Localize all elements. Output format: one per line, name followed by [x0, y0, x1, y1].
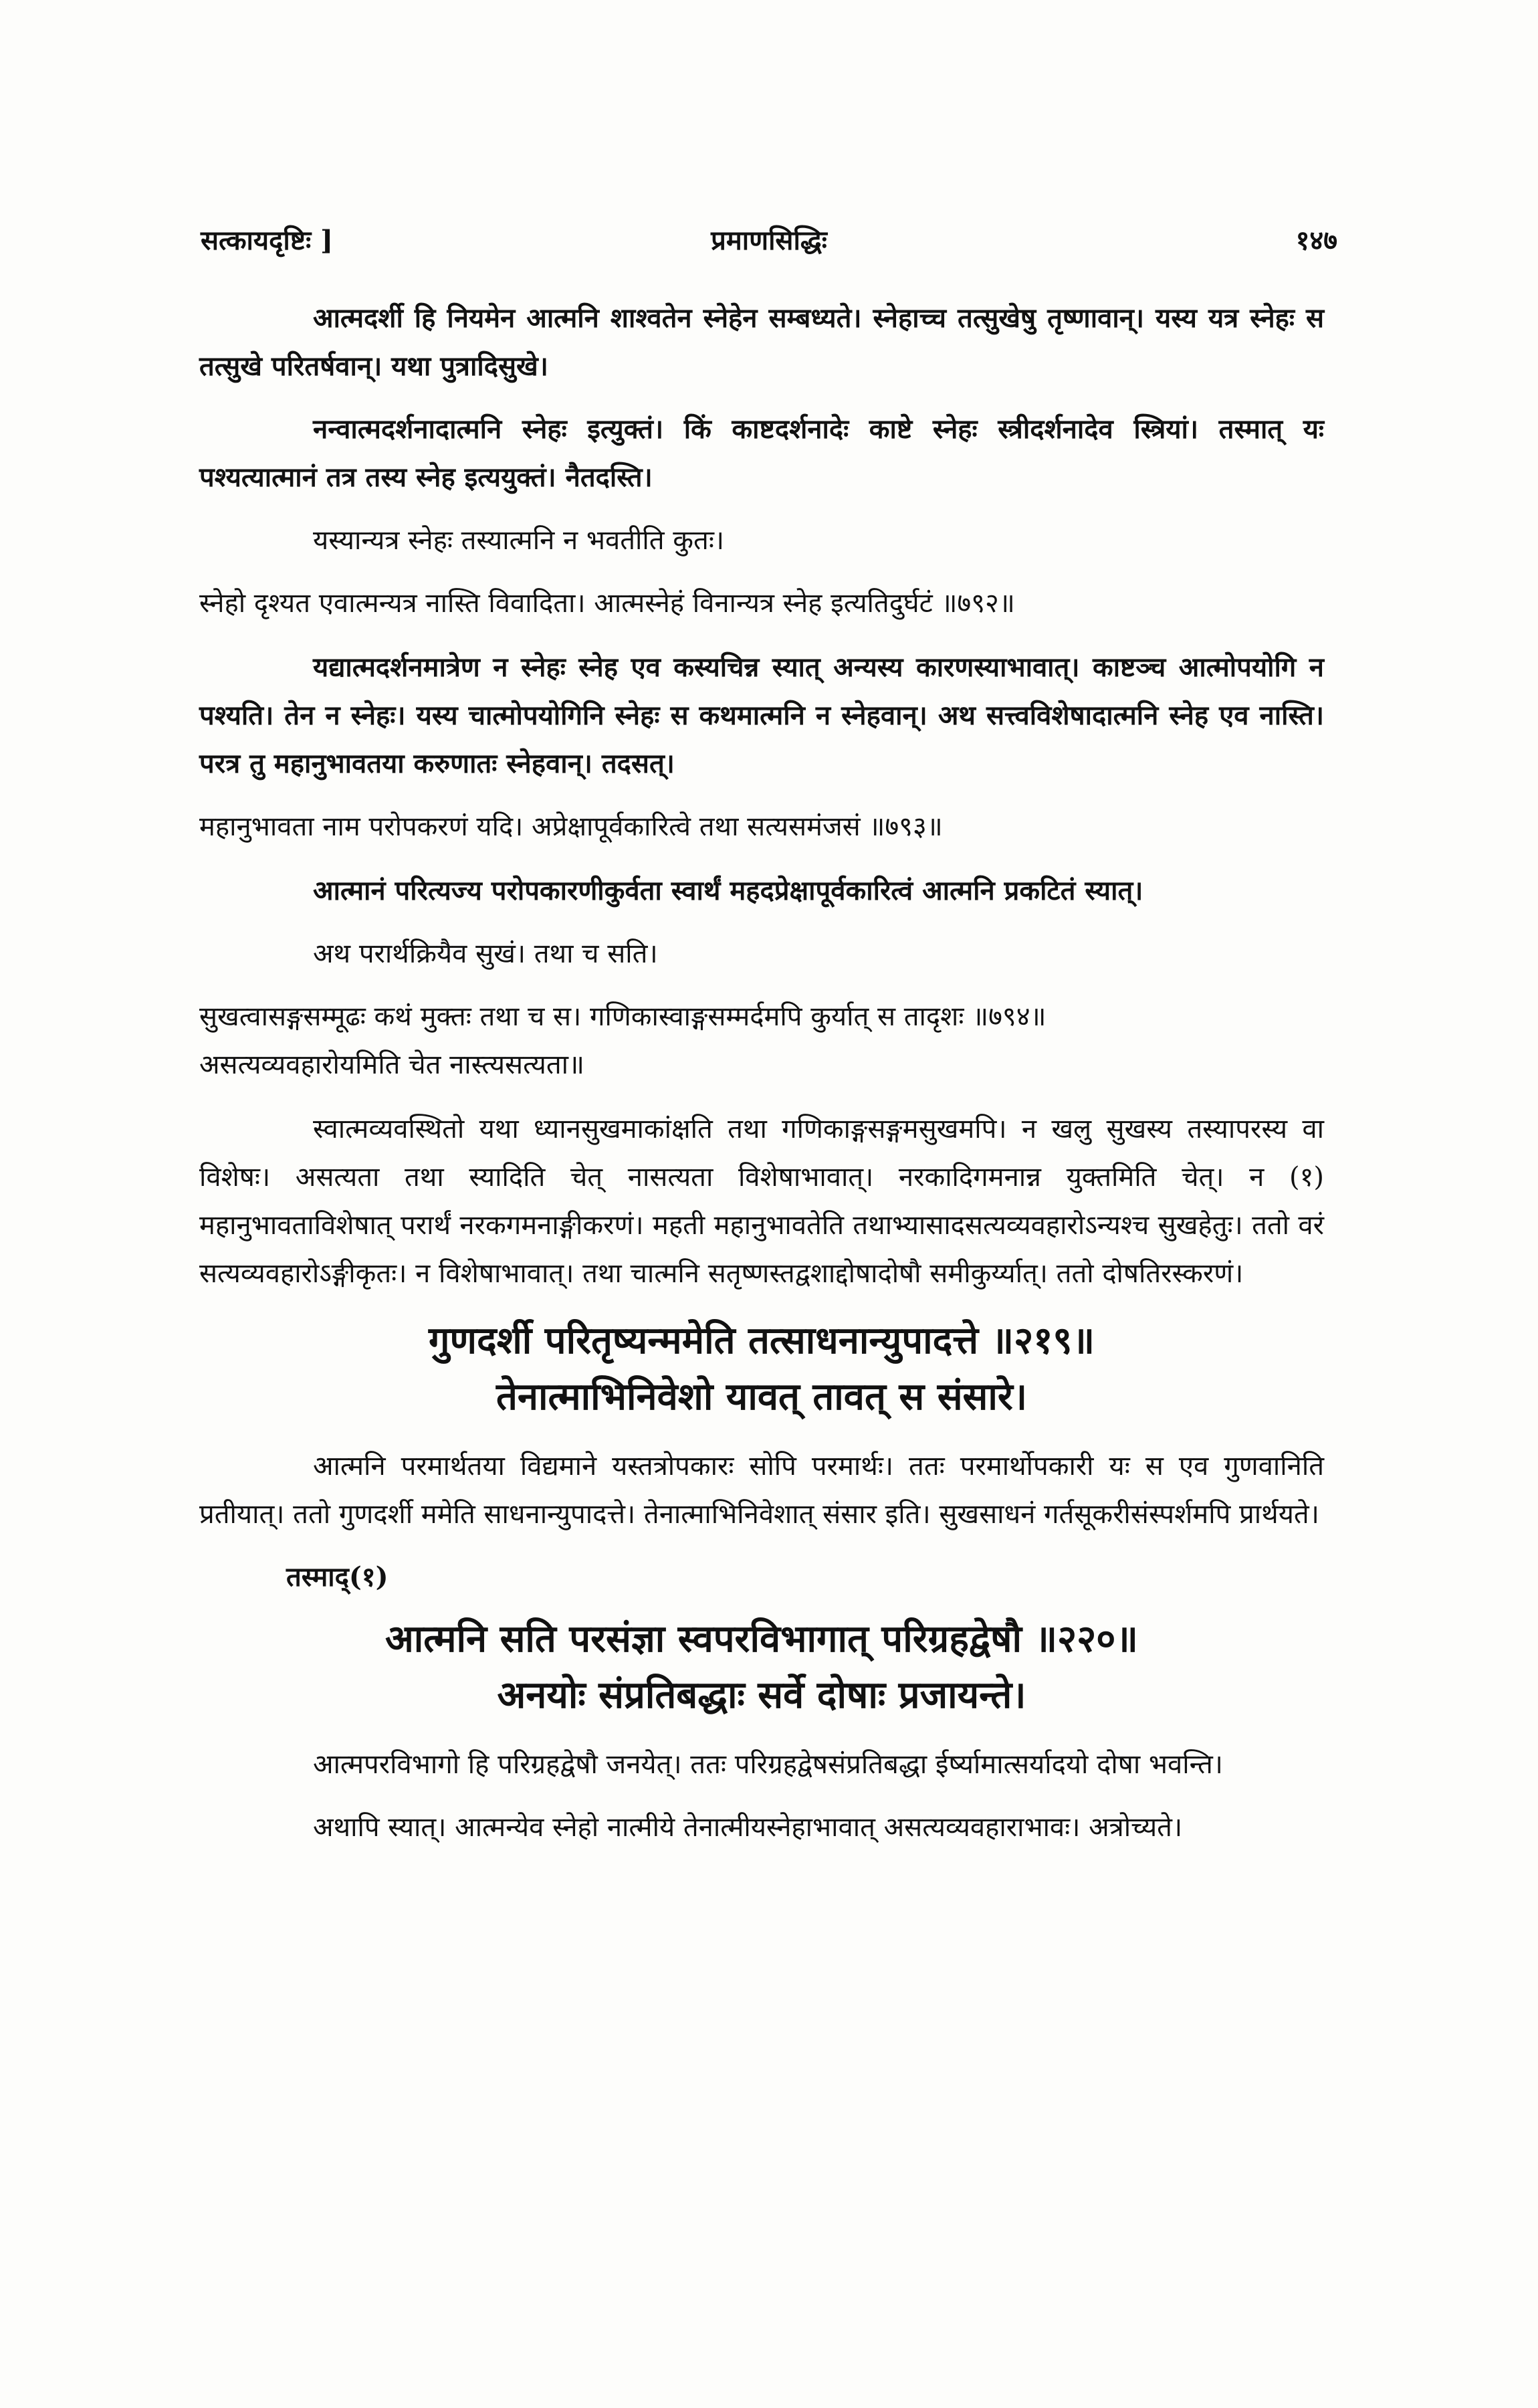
verse-793: महानुभावता नाम परोपकरणं यदि। अप्रेक्षापूर्वकारित्वे तथा सत्यसमंजसं ॥७९३॥ [199, 811, 943, 842]
paragraph: आत्मानं परित्यज्य परोपकारणीकुर्वता स्वार्थं महदप्रेक्षापूर्वकारित्वं आत्मनि प्रकटितं स्यात्। [313, 875, 1143, 906]
paragraph: आत्मनि परमार्थतया विद्यमाने यस्तत्रोपकारः सोपि परमार्थः। ततः परमार्थोपकारी यः स एव गुणवानिति प्रतीयात्। ततो गुणदर्शी ममेति साधनान्युपादत्ते। तेनात्माभिनिवेशात् संसार इति। सुखसाधनं गर्तसूकरीसंस्पर्शमपि प्रार्थयते। [199, 1451, 1324, 1530]
paragraph: आत्मदर्शी हि नियमेन आत्मनि शाश्वतेन स्नेहेन सम्बध्यते। स्नेहाच्च तत्सुखेषु तृष्णावान्। यस्य यत्र स्नेहः स तत्सुखे परितर्षवान्। यथा पुत्रादिसुखे। [199, 302, 1324, 382]
karika-219-line-2: तेनात्माभिनिवेशो यावत् तावत् स संसारे। [496, 1375, 1028, 1419]
paragraph: यस्यान्यत्र स्नेहः तस्यात्मनि न भवतीति कुतः। [313, 525, 725, 556]
verse-794: सुखत्वासङ्गसम्मूढः कथं मुक्तः तथा च स। गणिकास्वाङ्गसम्मर्दमपि कुर्यात् स तादृशः ॥७९४॥ [199, 1001, 1047, 1032]
karika-219-line-1: गुणदर्शी परितृष्यन्ममेति तत्साधनान्युपादत्ते ॥२१९॥ [428, 1318, 1095, 1363]
page-body [199, 294, 1324, 1866]
paragraph: यद्यात्मदर्शनमात्रेण न स्नेहः स्नेह एव कस्यचिन्न स्यात् अन्यस्य कारणस्याभावात्। काष्टञ्च आत्मोपयोगि न पश्यति। तेन न स्नेहः। यस्य चात्मोपयोगिनि स्नेहः स कथमात्मनि न स्नेहवान्। अथ सत्त्वविशेषादात्मनि स्नेह एव नास्ति। परत्र तु महानुभावतया करुणातः स्नेहवान्। तदसत्। [199, 651, 1324, 779]
page-number: १४७ [1295, 225, 1337, 256]
book-title: प्रमाणसिद्धिः [711, 225, 827, 256]
paragraph: नन्वात्मदर्शनादात्मनि स्नेहः इत्युक्तं। किं काष्टदर्शनादेः काष्टे स्नेहः स्त्रीदर्शनादेव स्त्रियां। तस्मात् यः पश्यत्यात्मानं तत्र तस्य स्नेह इत्ययुक्तं। नैतदस्ति। [199, 413, 1324, 493]
paragraph: अथ परार्थक्रियैव सुखं। तथा च सति। [313, 938, 658, 969]
karika-220-line-1: आत्मनि सति परसंज्ञा स्वपरविभागात् परिग्रहद्वेषौ ॥२२०॥ [385, 1617, 1138, 1661]
chapter-title: सत्कायदृष्टिः ] [201, 225, 334, 256]
paragraph: स्वात्मव्यवस्थितो यथा ध्यानसुखमाकांक्षति तथा गणिकाङ्गसङ्गमसुखमपि। न खलु सुखस्य तस्यापरस्य वा विशेषः। असत्यता तथा स्यादिति चेत् नासत्यता विशेषाभावात्। नरकादिगमनान्न युक्तमिति चेत्। न (१) महानुभावताविशेषात् परार्थं नरकगमनाङ्गीकरणं। महती महानुभावतेति तथाभ्यासादसत्यव्यवहारोऽन्यश्च सुखहेतुः। ततो वरं सत्यव्यवहारोऽङ्गीकृतः। न विशेषाभावात्। तथा चात्मनि सतृष्णस्तद्वशाद्दोषादोषौ समीकुर्य्यात्। ततो दोषतिरस्करणं। [199, 1114, 1324, 1289]
section-label: तस्माद्(१) [286, 1561, 389, 1593]
paragraph: आत्मपरविभागो हि परिग्रहद्वेषौ जनयेत्। ततः परिग्रहद्वेषसंप्रतिबद्धा ईर्ष्यामात्सर्यादयो दोषा भवन्ति। [313, 1749, 1223, 1780]
paragraph: अथापि स्यात्। आत्मन्येव स्नेहो नात्मीये तेनात्मीयस्नेहाभावात् असत्यव्यवहाराभावः। अत्रोच्यते। [313, 1812, 1183, 1843]
karika-220-line-2: अनयोः संप्रतिबद्धाः सर्वे दोषाः प्रजायन्ते। [497, 1673, 1026, 1717]
verse-794-objection: असत्यव्यवहारोयमिति चेत नास्त्यसत्यता॥ [199, 1049, 584, 1080]
verse-792: स्नेहो दृश्यत एवात्मन्यत्र नास्ति विवादिता। आत्मस्नेहं विनान्यत्र स्नेह इत्यतिदुर्घटं ॥७९२॥ [199, 588, 1015, 619]
running-header [201, 221, 1337, 268]
